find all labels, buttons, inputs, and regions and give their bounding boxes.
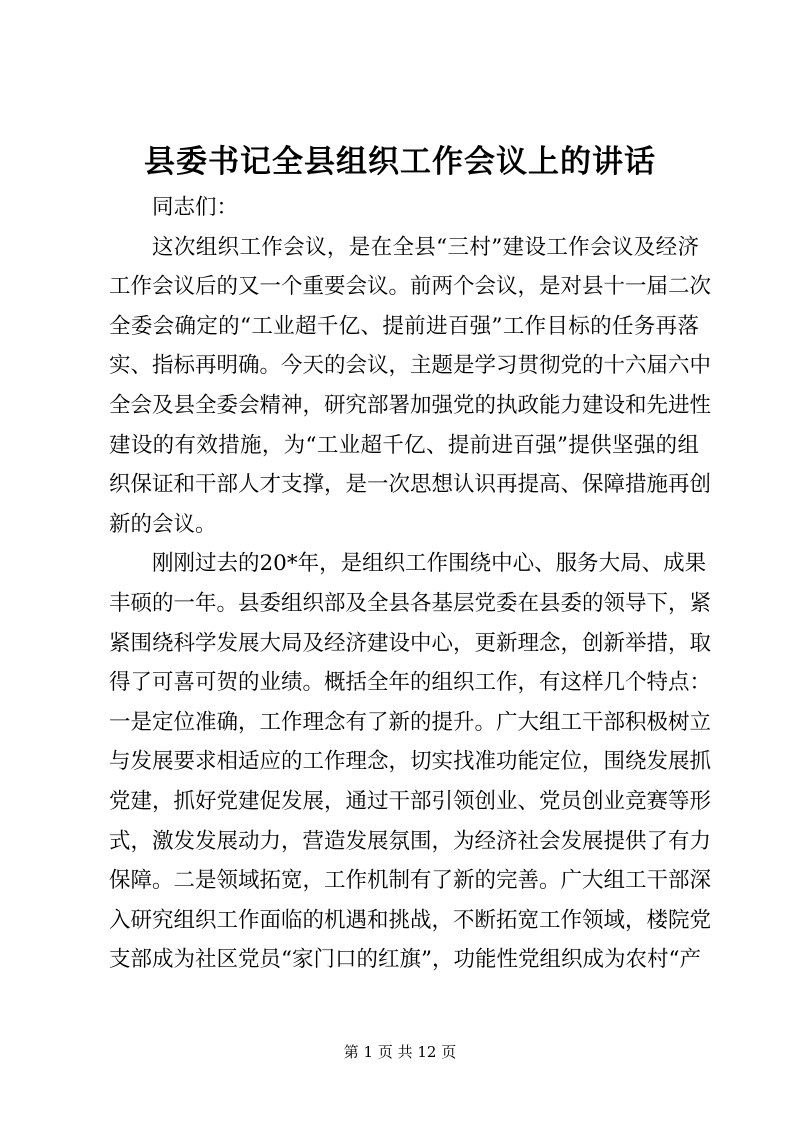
paragraph-line: 保障。二是领域拓宽，工作机制有了新的完善。广大组工干部深 <box>109 868 712 894</box>
paragraph-line: 式，激发发展动力，营造发展氛围，为经济社会发展提供了有力 <box>109 828 712 854</box>
paragraph-line: 建设的有效措施，为“工业超千亿、提前进百强”提供坚强的组 <box>109 432 699 458</box>
paragraph-line: 这次组织工作会议，是在全县“三村”建设工作会议及经济 <box>152 234 699 260</box>
paragraph-line: 全会及县全委会精神，研究部署加强党的执政能力建设和先进性 <box>109 392 712 418</box>
paragraph-line: 紧围绕科学发展大局及经济建设中心，更新理念，创新举措，取 <box>109 630 712 656</box>
paragraph-line: 党建，抓好党建促发展，通过干部引领创业、党员创业竞赛等形 <box>109 788 712 814</box>
salutation-line: 同志们： <box>152 195 239 220</box>
document-title: 县委书记全县组织工作会议上的讲话 <box>144 144 656 180</box>
paragraph-line: 织保证和干部人才支撑，是一次思想认识再提高、保障措施再创 <box>109 472 712 498</box>
paragraph-line: 支部成为社区党员“家门口的红旗”，功能性党组织成为农村“产 <box>109 947 701 973</box>
paragraph-line: 实、指标再明确。今天的会议，主题是学习贯彻党的十六届六中 <box>109 353 712 379</box>
document-body <box>109 188 712 980</box>
paragraph-line: 得了可喜可贺的业绩。概括全年的组织工作，有这样几个特点： <box>109 670 712 696</box>
paragraph-line: 工作会议后的又一个重要会议。前两个会议，是对县十一届二次 <box>109 274 712 300</box>
page-number-footer: 第 1 页 共 12 页 <box>343 1043 457 1061</box>
paragraph-line: 刚刚过去的20*年，是组织工作围绕中心、服务大局、成果 <box>152 551 707 577</box>
paragraph-line: 与发展要求相适应的工作理念，切实找准功能定位，围绕发展抓 <box>109 749 712 775</box>
paragraph-line: 新的会议。 <box>109 511 217 537</box>
paragraph-line: 全委会确定的“工业超千亿、提前进百强”工作目标的任务再落 <box>109 313 699 339</box>
paragraph-line: 入研究组织工作面临的机遇和挑战，不断拓宽工作领域，楼院党 <box>109 907 712 933</box>
paragraph-line: 丰硕的一年。县委组织部及全县各基层党委在县委的领导下，紧 <box>109 590 712 616</box>
paragraph-line: 一是定位准确，工作理念有了新的提升。广大组工干部积极树立 <box>109 709 712 735</box>
